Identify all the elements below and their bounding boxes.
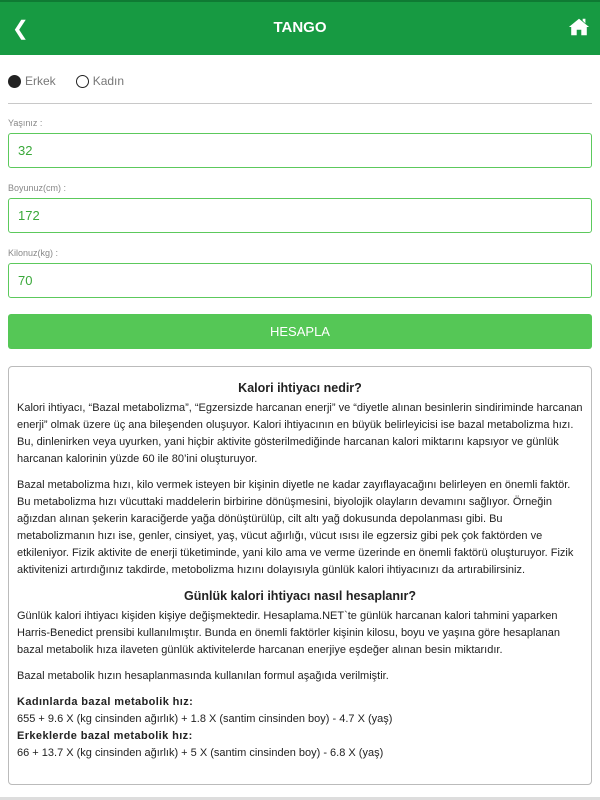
radio-label: Erkek xyxy=(25,74,56,88)
height-input[interactable] xyxy=(8,198,592,233)
section-heading: Kalori ihtiyacı nedir? xyxy=(238,381,362,395)
calculate-button[interactable]: HESAPLA xyxy=(8,314,592,349)
paragraph: Günlük kalori ihtiyacı kişiden kişiye değişmektedir. Hesaplama.NET`te günlük harcanan kalori tahmini yaparken Harris-Benedict prensibi kullanılmıştır. Bunda en önemli faktörler kişinin kilosu, boyu ve yaşına göre hesaplanan bazal metabolik hıza ilaveten günlük aktivitelerde harcanan enerjiye eşdeğer alınan besin miktarıdır. xyxy=(17,610,560,656)
back-chevron-icon[interactable]: ❮ xyxy=(12,18,29,40)
paragraph: Bazal metabolik hızın hesaplanmasında kullanılan formul aşağıda verilmiştir. xyxy=(17,670,389,682)
section-heading: Günlük kalori ihtiyacı nasıl hesaplanır? xyxy=(183,589,416,603)
paragraph: Bazal metabolizma hızı, kilo vermek isteyen bir kişinin diyetle ne kadar zayıflayacağını belirleyen en önemli faktör. Bu metabolizma hızı vücuttaki maddelerin birbirine dönüşmesini, biyolojik olayların devamını sağlıyor. Örneğin ağızdan alınan şekerin karaciğerde yağa dönüştürülüp, cilt altı yağ dokusunda depolanması gibi. Bu metabolizmanın hızı ise, genler, cinsiyet, yaş, vücut ağırlığı, vücut ısısı ile egzersiz gibi pek çok faktörden ve etkileniyor. Fizik aktivite de enerji tüketiminde, yani kilo ama ve verme üzerinde en önemli faktörü oluşturuyor. Fizik aktivitenizi artırdığınız takdirde, metobolizma hızını dolayısıyla günlük kalori ihtiyacınızı da artırabilirsiniz. xyxy=(17,479,574,576)
radio-erkek[interactable] xyxy=(8,74,56,88)
women-formula-title: Kadınlarda bazal metabolik hız: xyxy=(17,696,194,708)
women-formula: 655 + 9.6 X (kg cinsinden ağırlık) + 1.8 X (santim cinsinden boy) - 4.7 X (yaş) xyxy=(17,713,393,725)
weight-input[interactable] xyxy=(8,263,592,298)
paragraph: Kalori ihtiyacı, “Bazal metabolizma”, “Egzersizde harcanan enerji” ve “diyetle alınan besinlerin sindiriminde harcanan enerji” olmak üzere üç ana bileşenden oluşuyor. Kalori ihtiyacının en büyük belirleyicisi ise bazal metabolizma hızı. Bu, dinlenirken veya uyurken, yani hiçbir aktivite gösterilmediğinde harcanan kalori miktarını kapsıyor ve günlük harcanan kalorinin yüzde 60 ile 80’ini oluşturuyor. xyxy=(17,402,583,465)
height-label: Boyunuz(cm) : xyxy=(8,183,67,193)
info-card xyxy=(8,366,592,785)
age-label: Yaşınız : xyxy=(8,118,43,128)
weight-label: Kilonuz(kg) : xyxy=(8,248,59,258)
radio-label: Kadın xyxy=(92,74,125,88)
app-header xyxy=(0,0,600,55)
gender-radio-group xyxy=(8,74,144,88)
radio-unselected-icon[interactable] xyxy=(76,75,89,88)
men-formula-title: Erkeklerde bazal metabolik hız: xyxy=(17,730,193,742)
home-icon[interactable] xyxy=(568,16,590,38)
divider xyxy=(8,103,592,104)
radio-kadin[interactable] xyxy=(76,74,124,88)
radio-selected-icon[interactable] xyxy=(8,75,21,88)
age-input[interactable] xyxy=(8,133,592,168)
men-formula: 66 + 13.7 X (kg cinsinden ağırlık) + 5 X (santim cinsinden boy) - 6.8 X (yaş) xyxy=(17,747,384,759)
page-title: TANGO xyxy=(273,19,327,36)
